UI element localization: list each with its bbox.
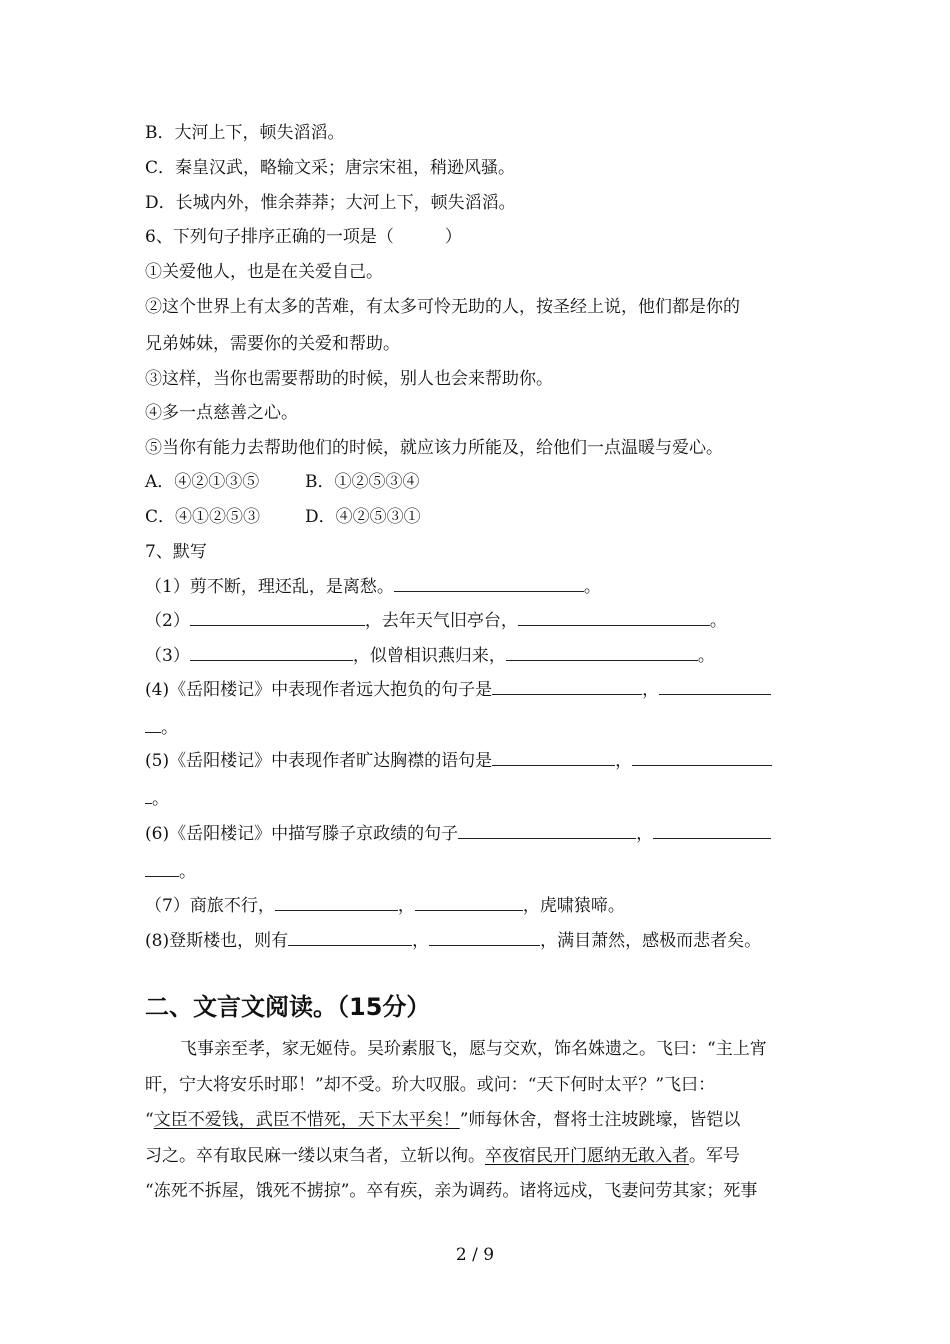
q7-item-3-end: 。 — [697, 646, 715, 666]
passage-line-3 — [145, 1108, 740, 1132]
q7-item-6-blank-2-cont[interactable] — [145, 859, 179, 877]
q7-item-4 — [145, 677, 771, 702]
q7-item-3-mid: ，似曾相识燕归来， — [352, 646, 506, 666]
q7-item-5 — [145, 748, 772, 773]
passage-line-3-rest: ”师每休舍，督将士注坡跳壕，皆铠以 — [459, 1110, 741, 1130]
q7-item-7-text: （7）商旅不行， — [145, 896, 275, 916]
q7-item-4-cont — [145, 715, 178, 740]
passage-line-4-post: 。军号 — [689, 1146, 740, 1166]
q7-item-6-mid: ， — [636, 824, 654, 844]
q7-item-8-end: ，满目萧然，感极而悲者矣。 — [540, 931, 762, 951]
q7-item-8-text: (8)登斯楼也，则有 — [145, 931, 289, 951]
q6-sentence-2-line-1: ②这个世界上有太多的苦难，有太多可怜无助的人，按圣经上说，他们都是你的 — [145, 297, 740, 317]
q7-item-8-blank-2[interactable] — [429, 928, 540, 946]
q6-sentence-2-line-2: 兄弟姊妹，需要你的关爱和帮助。 — [145, 334, 400, 354]
q6-option-d: D．④②⑤③① — [305, 507, 421, 527]
q7-item-2 — [145, 608, 727, 633]
q7-item-7-blank-2[interactable] — [415, 893, 523, 911]
q6-options-row-1 — [145, 470, 420, 494]
q6-options-row-2 — [145, 505, 421, 529]
q7-item-6-end: 。 — [179, 862, 196, 882]
underlined-sentence-1: 文臣不爱钱，武臣不惜死，天下太平矣！ — [153, 1110, 460, 1130]
q7-item-3 — [145, 643, 715, 668]
q7-item-5-blank-2[interactable] — [632, 748, 772, 766]
q7-item-5-blank-1[interactable] — [492, 748, 615, 766]
q7-item-1-blank[interactable] — [394, 574, 584, 592]
q7-item-3-blank-1[interactable] — [190, 643, 353, 661]
q7-item-3-blank-2[interactable] — [506, 643, 698, 661]
q7-item-1-text: （1）剪不断，理还乱，是离愁。 — [145, 577, 394, 597]
q7-item-6 — [145, 821, 771, 846]
q7-item-4-blank-1[interactable] — [492, 677, 642, 695]
q7-item-4-blank-2-cont[interactable] — [145, 715, 161, 733]
q7-item-7-end: ，虎啸猿啼。 — [522, 896, 625, 916]
q7-item-2-mid: ，去年天气旧亭台， — [364, 611, 518, 631]
q6-sentence-5: ⑤当你有能力去帮助他们的时候，就应该力所能及，给他们一点温暖与爱心。 — [145, 438, 723, 458]
page-number: 2 / 9 — [455, 1245, 495, 1265]
q7-item-5-mid: ， — [615, 751, 633, 771]
passage-line-5: “冻死不拆屋，饿死不掳掠”。卒有疾，亲为调药。诸将远戍，飞妻问劳其家；死事 — [145, 1181, 758, 1201]
q7-item-4-mid: ， — [642, 680, 660, 700]
q6-option-c: C．④①②⑤③ — [145, 507, 261, 527]
q7-item-2-text: （2） — [145, 611, 190, 631]
q7-item-4-end: 。 — [161, 718, 178, 738]
q7-item-4-blank-2[interactable] — [659, 677, 771, 695]
q7-stem: 7、默写 — [145, 542, 207, 562]
q5-option-b: B．大河上下，顿失滔滔。 — [145, 123, 345, 143]
q7-item-2-blank-1[interactable] — [190, 608, 365, 626]
q7-item-4-text: (4)《岳阳楼记》中表现作者远大抱负的句子是 — [145, 680, 493, 700]
q7-item-6-text: (6)《岳阳楼记》中描写滕子京政绩的句子 — [145, 824, 459, 844]
q6-option-b: B．①②⑤③④ — [305, 472, 420, 492]
q7-item-1-end: 。 — [583, 577, 601, 597]
q7-item-5-end: 。 — [152, 789, 169, 809]
q7-item-6-cont — [145, 859, 196, 884]
q7-item-5-blank-2-cont[interactable] — [145, 786, 152, 804]
q5-option-c: C．秦皇汉武，略输文采；唐宗宋祖，稍逊风骚。 — [145, 158, 516, 178]
q7-item-7-blank-1[interactable] — [275, 893, 398, 911]
q6-option-a: A．④②①③⑤ — [145, 472, 260, 492]
q6-stem: 6、下列句子排序正确的一项是（ ） — [145, 227, 462, 247]
q7-item-2-end: 。 — [709, 611, 727, 631]
passage-line-4 — [145, 1144, 740, 1168]
section-2-heading: 二、文言文阅读。（15分） — [145, 993, 431, 1021]
q5-option-d: D．长城内外，惟余莽莽；大河上下，顿失滔滔。 — [145, 193, 516, 213]
q7-item-1 — [145, 574, 601, 599]
q7-item-8-blank-1[interactable] — [288, 928, 412, 946]
q7-item-7 — [145, 893, 625, 918]
underlined-sentence-2: 卒夜宿民开门愿纳无敢入者 — [485, 1146, 689, 1166]
passage-line-2: 旰，宁大将安乐时耶！”却不受。玠大叹服。或问：“天下何时太平？”飞曰： — [145, 1075, 716, 1095]
q7-item-6-blank-1[interactable] — [458, 821, 636, 839]
q7-item-8 — [145, 928, 761, 953]
passage-line-1: 飞事亲至孝，家无姬侍。吴玠素服飞，愿与交欢，饰名姝遗之。飞曰：“主上宵 — [180, 1039, 767, 1059]
q7-item-3-text: （3） — [145, 646, 190, 666]
q6-sentence-1: ①关爱他人，也是在关爱自己。 — [145, 262, 383, 282]
q7-item-2-blank-2[interactable] — [518, 608, 710, 626]
q6-sentence-4: ④多一点慈善之心。 — [145, 403, 298, 423]
q7-item-5-text: (5)《岳阳楼记》中表现作者旷达胸襟的语句是 — [145, 751, 493, 771]
q7-item-7-mid: ， — [397, 896, 415, 916]
q7-item-8-mid: ， — [412, 931, 430, 951]
passage-line-4-pre: 习之。卒有取民麻一缕以束刍者，立斩以徇。 — [145, 1146, 485, 1166]
q7-item-6-blank-2[interactable] — [653, 821, 771, 839]
q6-sentence-3: ③这样，当你也需要帮助的时候，别人也会来帮助你。 — [145, 369, 553, 389]
q7-item-5-cont — [145, 786, 169, 811]
passage-open-quote: “ — [145, 1110, 154, 1130]
